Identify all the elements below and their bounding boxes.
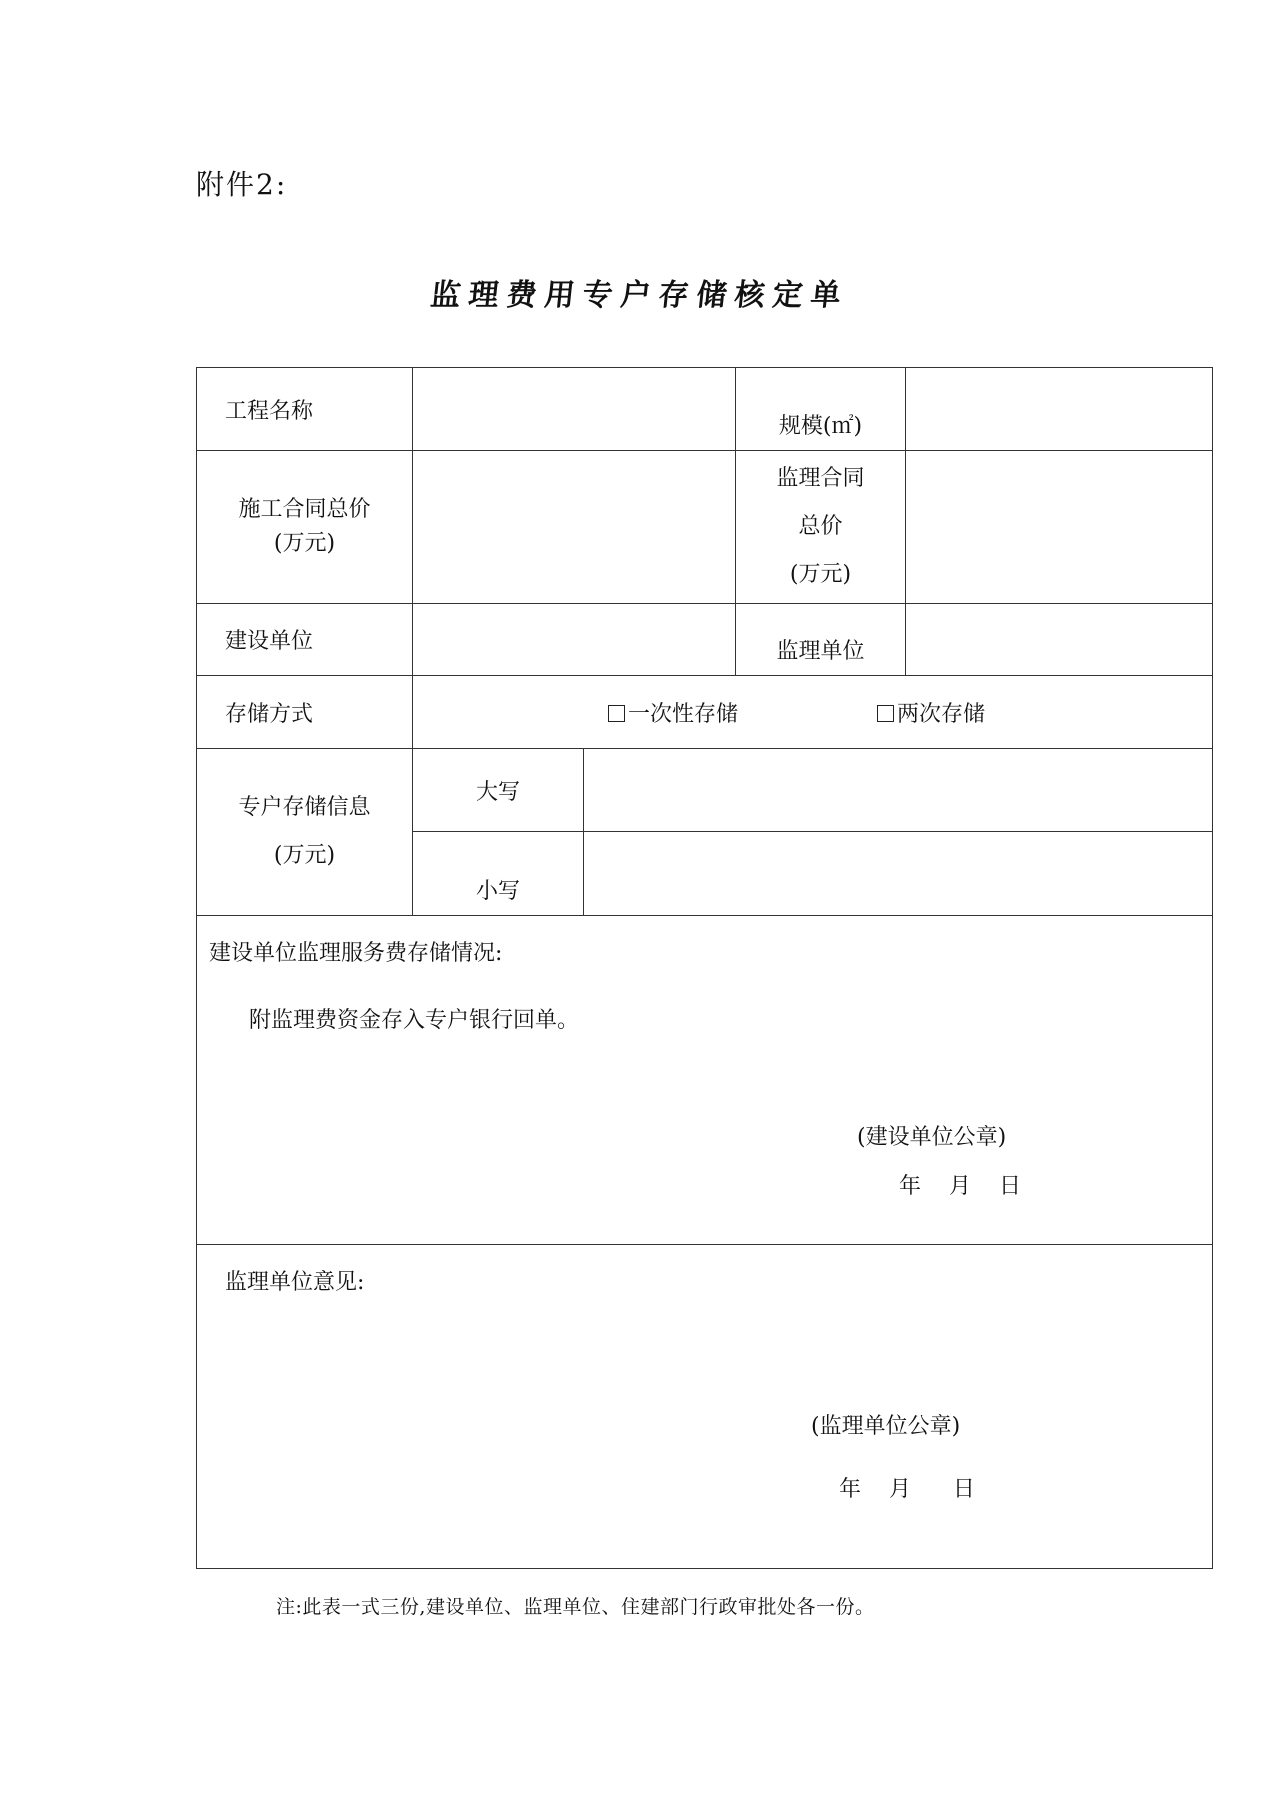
supervision-contract-field[interactable] [906,451,1213,604]
verification-form-table [196,367,1213,1569]
builder-section[interactable] [197,916,1213,1245]
construction-contract-field[interactable] [413,451,736,604]
attachment-label: 附件2: [196,168,288,201]
uppercase-label: 大写 [413,749,584,832]
lowercase-amount-field[interactable] [584,832,1213,916]
uppercase-amount-field[interactable] [584,749,1213,832]
supervisor-section-heading: 监理单位意见: [225,1270,365,1295]
supervision-contract-label-line1: 监理合同 [776,466,865,491]
construction-contract-label [197,451,413,604]
project-name-label: 工程名称 [197,368,413,451]
one-time-storage-option[interactable] [608,697,738,728]
scale-field[interactable] [906,368,1213,451]
supervision-contract-label-line3: (万元) [789,562,852,587]
storage-method-label: 存储方式 [197,676,413,749]
supervision-contract-label-line2: 总价 [798,514,843,539]
project-name-field[interactable] [413,368,736,451]
scale-label-text: 规模(㎡) [778,414,863,439]
supervisor-section-row [197,1245,1213,1569]
supervisor-label-text: 监理单位 [776,639,865,664]
footnote: 注:此表一式三份,建设单位、监理单位、住建部门行政审批处各一份。 [276,1596,875,1618]
uppercase-amount-row [197,749,1213,832]
units-row [197,604,1213,676]
project-row [197,368,1213,451]
one-time-storage-checkbox[interactable] [608,705,625,722]
account-info-label-line2: (万元) [273,843,336,868]
builder-label: 建设单位 [197,604,413,676]
document-title: 监理费用专户存储核定单 [428,278,851,313]
contract-row [197,451,1213,604]
supervisor-section[interactable] [197,1245,1213,1569]
lowercase-label [413,832,584,916]
construction-contract-label-line1: 施工合同总价 [238,497,371,522]
construction-contract-label-line2: (万元) [273,531,336,556]
two-time-storage-checkbox[interactable] [877,705,894,722]
storage-method-row [197,676,1213,749]
account-info-label [197,749,413,916]
builder-field[interactable] [413,604,736,676]
storage-method-options [413,676,1213,749]
scale-label [736,368,906,451]
builder-seal-label: (建设单位公章) [857,1125,1007,1150]
builder-section-note: 附监理费资金存入专户银行回单。 [249,1008,580,1033]
two-time-storage-label: 两次存储 [897,701,986,727]
account-info-label-line1: 专户存储信息 [238,795,371,820]
supervisor-label [736,604,906,676]
one-time-storage-label: 一次性存储 [628,701,739,727]
builder-date-line: 年 月 日 [899,1174,1021,1199]
supervision-contract-label [736,451,906,604]
builder-section-heading: 建设单位监理服务费存储情况: [209,941,503,966]
supervisor-seal-label: (监理单位公章) [811,1414,961,1439]
supervisor-date-line: 年 月 日 [839,1477,975,1502]
supervisor-field[interactable] [906,604,1213,676]
lowercase-label-text: 小写 [475,879,520,904]
builder-section-row [197,916,1213,1245]
two-time-storage-option[interactable] [877,697,985,728]
